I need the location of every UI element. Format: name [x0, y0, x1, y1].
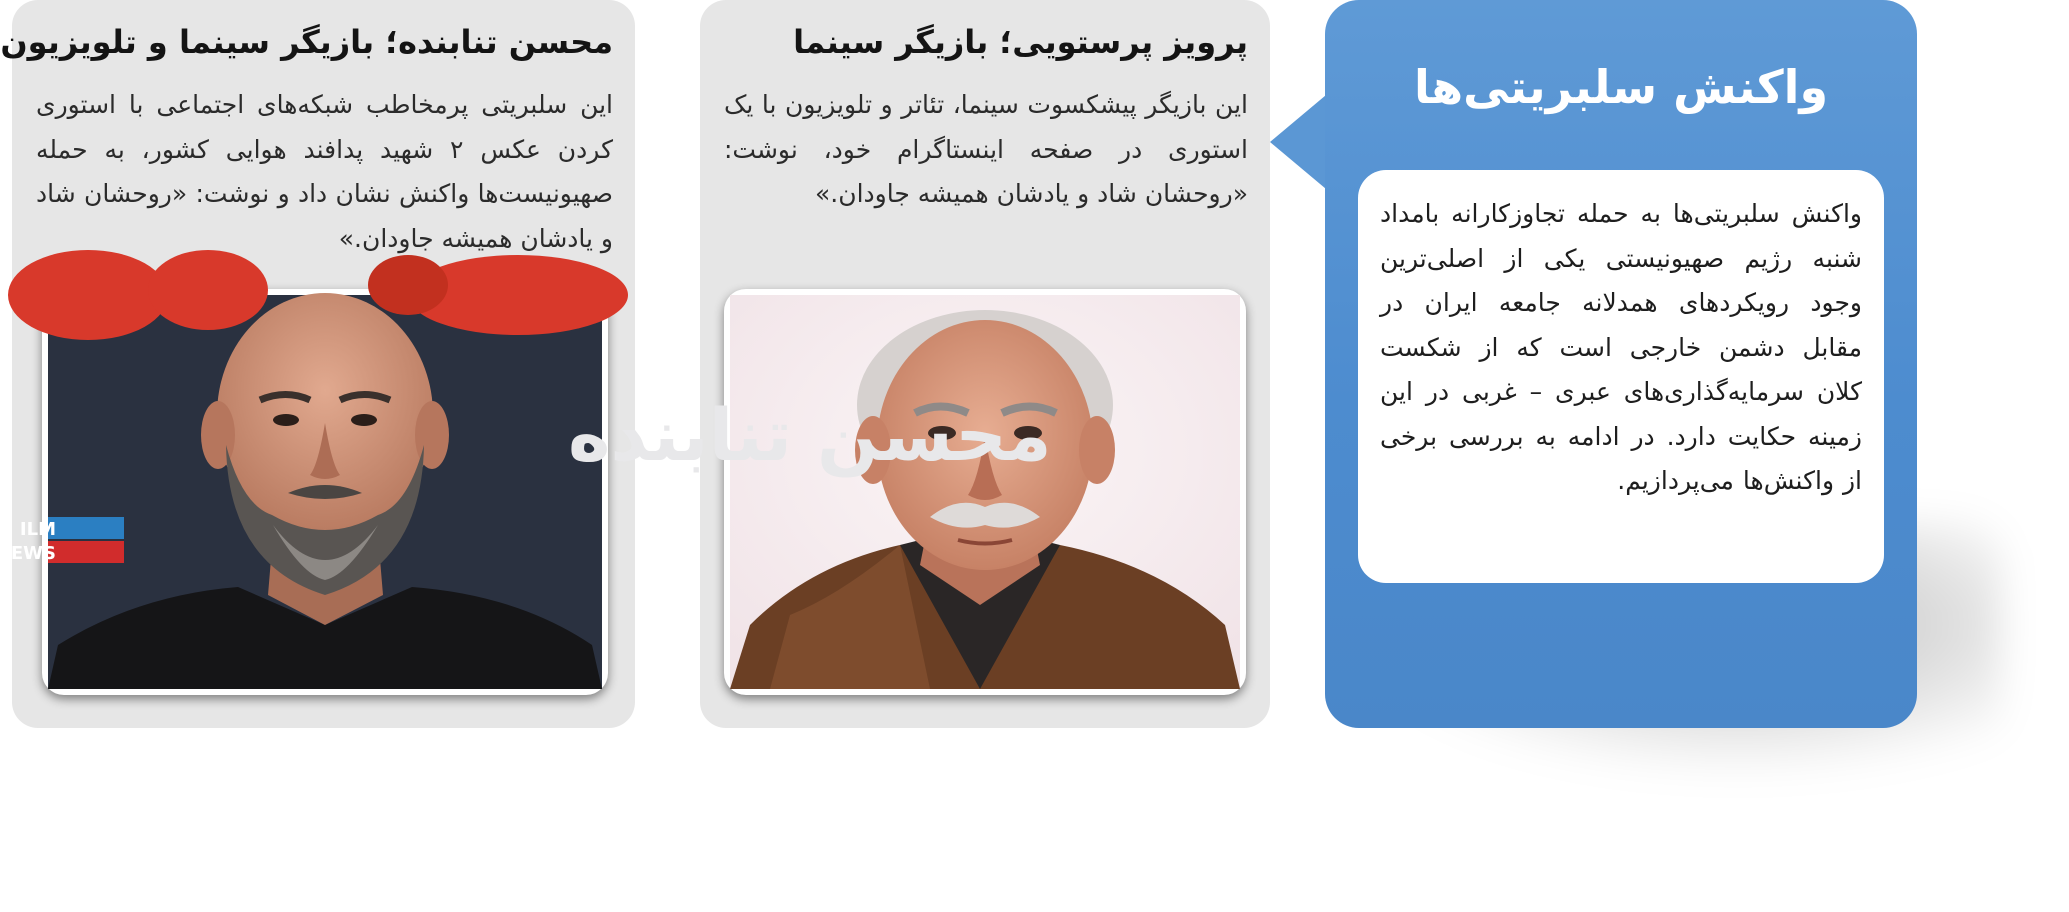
person-text: این بازیگر پیشکسوت سینما، تئاتر و تلویزیون با یک استوری در صفحه اینستاگرام خود، نوشت: «روحشان شاد و یادشان همیشه جاودان.»: [724, 90, 1248, 208]
person-text: این سلبریتی پرمخاطب شبکه‌های اجتماعی با استوری کردن عکس ۲ شهید پدافند هوایی کشور، به حمله صهیونیست‌ها واکنش نشان داد و نوشت: «روحشان شاد و یادشان همیشه جاودان.»: [36, 90, 613, 253]
intro-text: واکنش سلبریتی‌ها به حمله تجاوزکارانه بامداد شنبه رژیم صهیونیستی یکی از اصلی‌ترین وجود رویکردهای همدلانه جامعه ایران در مقابل دشمن خارجی است که از شکست کلان سرمایه‌گذاری‌های عبری – غربی در این زمینه حکایت دارد. در ادامه به بررسی برخی از واکنش‌ها می‌پردازیم.: [1380, 199, 1862, 495]
portrait-icon: [730, 295, 1240, 689]
person-title: محسن تنابنده؛ بازیگر سینما و تلویزیون: [0, 23, 613, 61]
backdrop-text: محسن تنابنده: [568, 393, 1052, 477]
intro-card: [1358, 170, 1884, 583]
logo-text-top: ILM: [19, 519, 56, 540]
portrait-icon: [10, 295, 1052, 689]
intro-pointer-arrow: [1270, 90, 1332, 194]
person-photo: [10, 289, 1052, 695]
person-card-parastouei: [700, 0, 1270, 728]
intro-title: واکنش سلبریتی‌ها: [1413, 60, 1829, 114]
logo-text-bottom: EWS: [10, 543, 56, 564]
person-photo: [724, 289, 1246, 695]
person-title: پرویز پرستویی؛ بازیگر سینما: [793, 23, 1248, 61]
